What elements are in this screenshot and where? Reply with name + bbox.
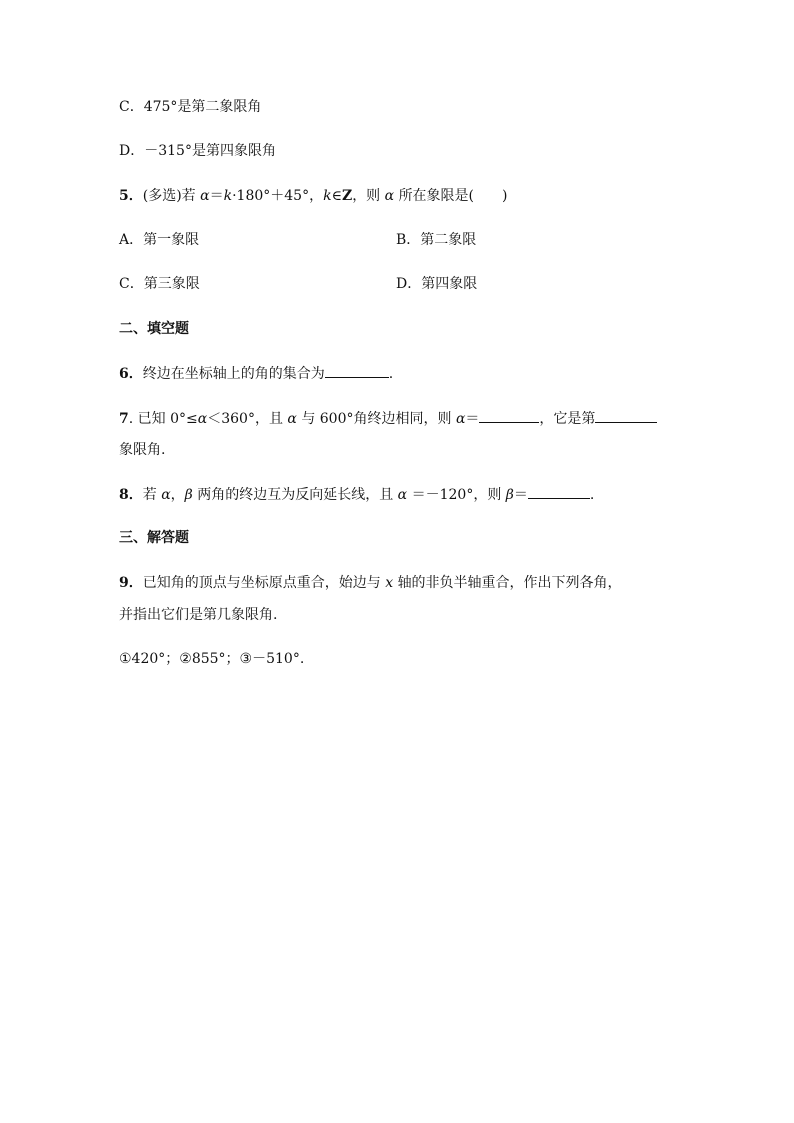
q8-stem-mid: 两角的终边互为反向延长线，且 [197, 487, 394, 503]
question-8: 8．若 α，β 两角的终边互为反向延长线，且 α ＝－120°，则 β＝ . [119, 484, 594, 505]
var-alpha: α [287, 411, 297, 427]
question-number: 8 [119, 487, 129, 503]
section-heading-text: 二、填空题 [119, 321, 189, 337]
var-beta: β [505, 487, 514, 503]
q5-expression: ·180°＋45°， [232, 188, 324, 204]
var-alpha: α [161, 487, 171, 503]
q5-options-row-2 [119, 274, 478, 294]
section-heading-solve [119, 528, 189, 548]
section-heading-text: 三、解答题 [119, 530, 189, 546]
element-of-sign: ∈ [331, 188, 342, 204]
q5-stem-mid: ，则 [352, 188, 381, 204]
question-number: 6 [119, 366, 129, 382]
var-beta: β [184, 487, 193, 503]
var-alpha: α [397, 487, 408, 503]
q4-option-c [119, 97, 261, 117]
period: . [589, 487, 595, 503]
q8-stem-start: 若 [142, 487, 157, 503]
q7-stem-mid2: 与 600°角终边相同，则 [301, 411, 452, 427]
question-number: 5 [119, 188, 129, 204]
section-heading-fill-in [119, 319, 189, 339]
question-9-items [119, 649, 304, 669]
answer-blank [325, 363, 389, 378]
answer-blank [595, 408, 657, 423]
q8-stem-value: ＝－120°，则 [411, 487, 502, 503]
question-6: 6．终边在坐标轴上的角的集合为 . [119, 363, 393, 384]
question-number: 9 [119, 575, 129, 591]
period: . [388, 366, 394, 382]
equals-sign: ＝ [209, 188, 224, 204]
var-k: k [323, 188, 332, 204]
question-9-line-2 [119, 605, 277, 625]
q5-stem-end: 所在象限是( [398, 188, 475, 204]
q7-stem-mid3: ，它是第 [539, 411, 596, 427]
answer-blank [479, 408, 539, 423]
question-number: 7 [119, 411, 129, 427]
q4-option-d [119, 141, 276, 161]
q9-stem-end: 轴的非负半轴重合，作出下列各角， [397, 575, 622, 591]
q5-option-b: B．第二象限 [396, 232, 477, 248]
q5-option-d: D．第四象限 [396, 276, 478, 292]
var-alpha: α [384, 188, 395, 204]
q7-stem-mid1: ＜360°，且 [207, 411, 283, 427]
q5-stem-start: (多选)若 [142, 188, 196, 204]
question-7-line-2 [119, 440, 165, 460]
var-alpha: α [200, 188, 210, 204]
question-7: 7. 已知 0°≤α＜360°，且 α 与 600°角终边相同，则 α＝ ，它是第 [119, 408, 657, 429]
var-x: x [385, 575, 394, 591]
answer-blank [528, 484, 590, 499]
q5-option-a: A．第一象限 [119, 232, 200, 248]
q7-stem-start: 已知 0°≤ [137, 411, 198, 427]
comma: ， [170, 487, 185, 503]
var-alpha: α [455, 411, 466, 427]
q7-stem-end: 象限角. [119, 442, 166, 458]
set-z: Z [341, 188, 353, 204]
q9-stem-start: 已知角的顶点与坐标原点重合，始边与 [142, 575, 381, 591]
answer-paren-close: ) [502, 188, 508, 204]
q4-option-c-text: C．475°是第二象限角 [119, 99, 262, 115]
q5-options-row-1 [119, 230, 477, 250]
equals-sign: ＝ [513, 487, 528, 503]
q4-option-d-text: D．－315°是第四象限角 [119, 143, 276, 159]
question-9: 9．已知角的顶点与坐标原点重合，始边与 x 轴的非负半轴重合，作出下列各角， [119, 575, 622, 591]
var-alpha: α [197, 411, 208, 427]
q9-stem-line2: 并指出它们是第几象限角. [119, 607, 278, 623]
q5-option-c: C．第三象限 [119, 276, 200, 292]
q9-angle-list: ①420°；②855°；③－510°. [119, 651, 305, 667]
q6-stem: 终边在坐标轴上的角的集合为 [142, 366, 325, 382]
equals-sign: ＝ [465, 411, 480, 427]
var-k: k [223, 188, 233, 204]
question-5: 5．(多选)若 α＝k·180°＋45°，k∈Z，则 α 所在象限是( ) [119, 188, 508, 204]
